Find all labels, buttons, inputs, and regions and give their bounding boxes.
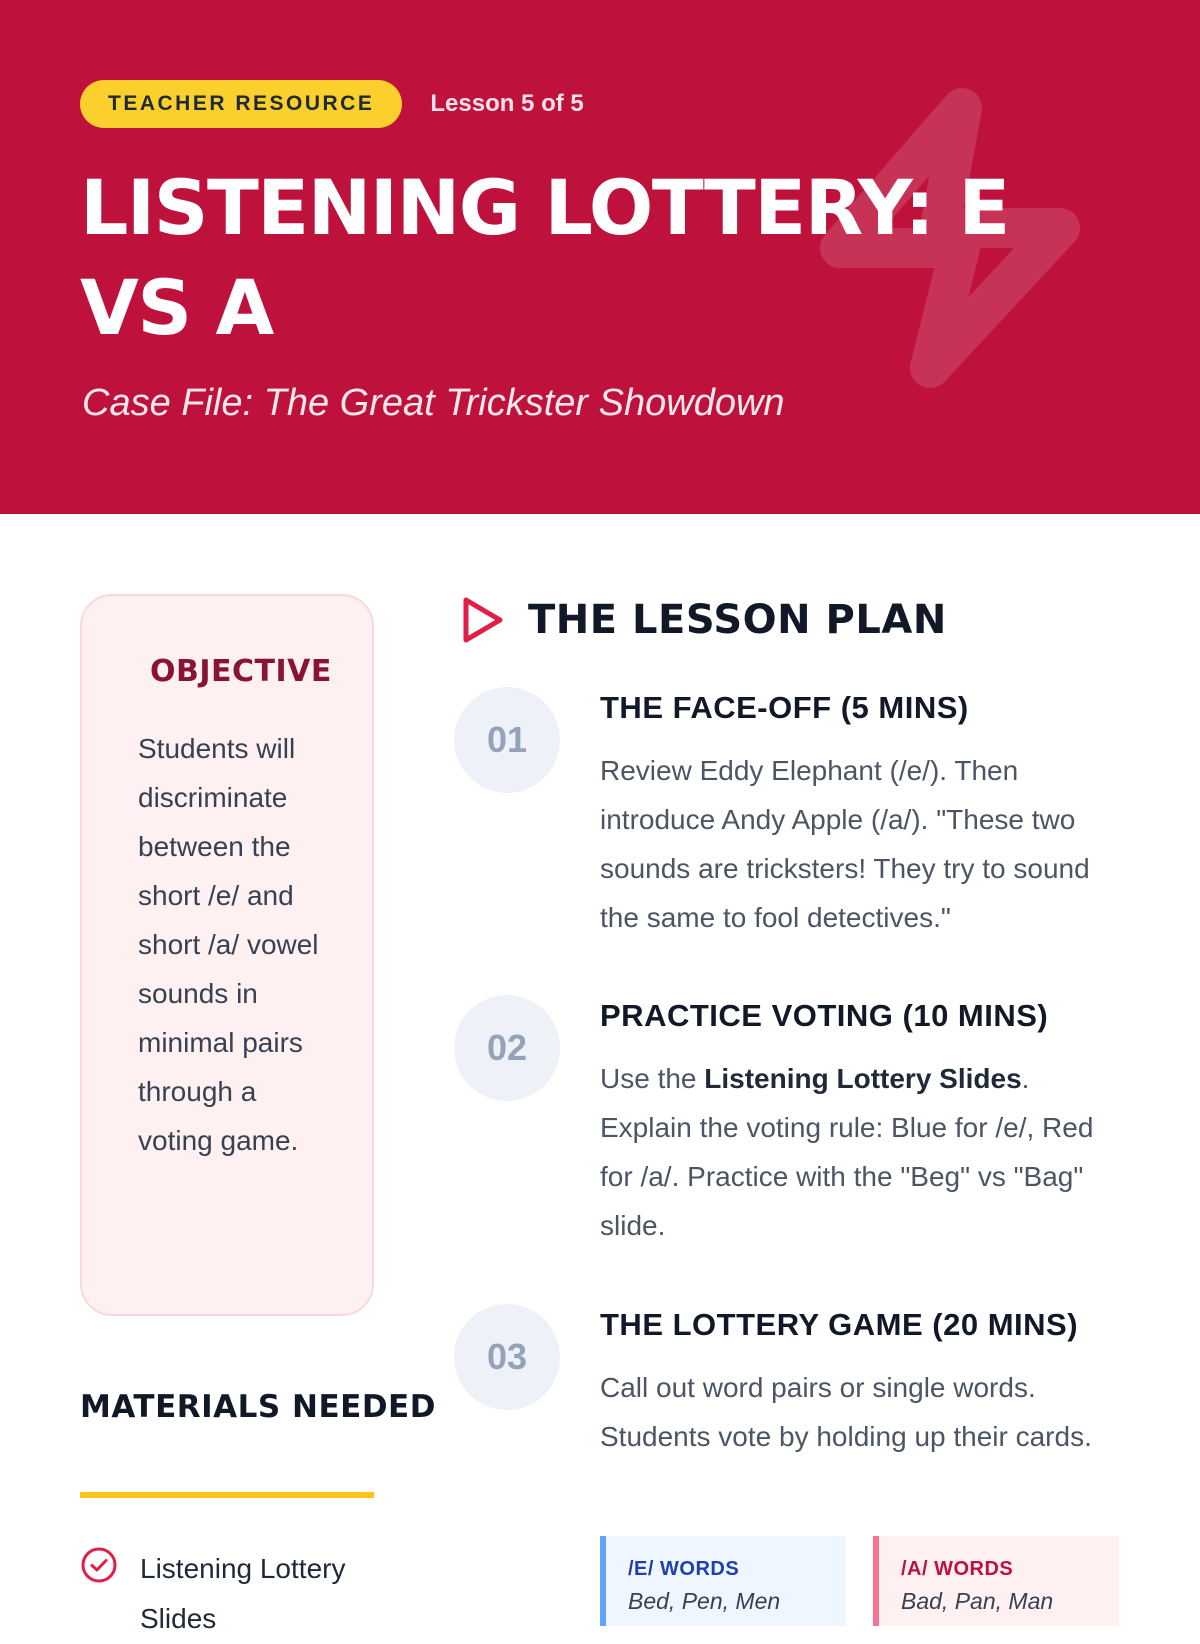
a-words-box	[873, 1536, 1119, 1626]
page-subtitle: Case File: The Great Trickster Showdown	[82, 382, 785, 424]
step-body: Call out word pairs or single words. Students vote by holding up their cards.	[600, 1372, 1092, 1452]
objective-card	[80, 594, 374, 1316]
lesson-plan-title: THE LESSON PLAN	[528, 597, 947, 643]
e-words-list: Bed, Pen, Men	[628, 1588, 781, 1614]
materials-divider	[80, 1492, 374, 1498]
check-circle-icon	[80, 1546, 118, 1584]
lesson-plan-header	[458, 594, 947, 646]
step-number: 01	[454, 687, 560, 793]
step-title: THE LOTTERY GAME (20 MINS)	[600, 1307, 1079, 1342]
hero-banner	[0, 0, 1200, 514]
e-words-box	[600, 1536, 846, 1626]
a-words-list: Bad, Pan, Man	[901, 1588, 1054, 1614]
objective-text: Students will discriminate between the short /e/ and short /a/ vowel sounds in minimal pairs through a voting game.	[138, 733, 319, 1156]
step-title: THE FACE-OFF (5 MINS)	[600, 690, 969, 725]
step-body-text: Use the	[600, 1063, 705, 1094]
page-title: LISTENING LOTTERY: E VS A	[80, 163, 1009, 352]
step-title: PRACTICE VOTING (10 MINS)	[600, 998, 1049, 1033]
e-words-label: /E/ WORDS	[628, 1558, 740, 1580]
step-number: 02	[454, 995, 560, 1101]
materials-title-text: MATERIALS NEEDED	[80, 1389, 436, 1425]
objective-title: OBJECTIVE	[150, 654, 332, 689]
step-body-text: . Explain the voting rule: Blue for /e/, Red for /a/. Practice with the "Beg" vs "Bag" slide.	[600, 1063, 1094, 1241]
material-label: Listening Lottery Slides	[140, 1553, 346, 1634]
step-body	[600, 1054, 1120, 1250]
materials-title	[80, 1384, 436, 1431]
list-item	[80, 1544, 380, 1644]
step-body-emphasis: Listening Lottery Slides	[704, 1063, 1022, 1094]
play-icon	[458, 594, 506, 646]
teacher-resource-badge: TEACHER RESOURCE	[80, 80, 402, 128]
step-body: Review Eddy Elephant (/e/). Then introduce Andy Apple (/a/). "These two sounds are tricksters! They try to sound the same to fool detectives."	[600, 755, 1090, 933]
step-number: 03	[454, 1304, 560, 1410]
badge-row	[80, 80, 584, 128]
a-words-label: /A/ WORDS	[901, 1558, 1014, 1580]
lesson-count: Lesson 5 of 5	[430, 90, 584, 117]
